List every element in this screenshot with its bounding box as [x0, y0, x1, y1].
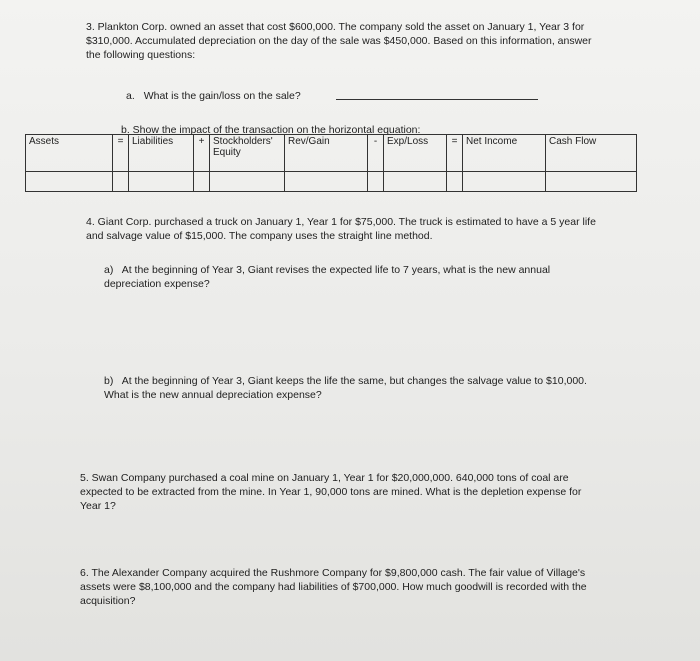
header-plus: +: [194, 135, 210, 172]
header-net-income: Net Income: [463, 135, 546, 172]
cell-exp-loss[interactable]: [384, 172, 447, 192]
equation-header-row: [26, 135, 637, 172]
header-minus: -: [368, 135, 384, 172]
part-a-question: At the beginning of Year 3, Giant revises the expected life to 7 years, what is the new annual depreciation expense?: [104, 264, 551, 290]
header-equals: =: [113, 135, 129, 172]
header-exp-loss: Exp/Loss: [384, 135, 447, 172]
cell-net-income[interactable]: [463, 172, 546, 192]
problem-3-text: 3. Plankton Corp. owned an asset that cost $600,000. The company sold the asset on January 1, Year 3 for $310,000. Accumulated depreciation on the day of the sale was $450,000. Based on this information, answer the following questions:: [86, 21, 592, 61]
part-a-question: What is the gain/loss on the sale?: [143, 90, 301, 102]
part-b-question: At the beginning of Year 3, Giant keeps the life the same, but changes the salvage value to $10,000. What is the new annual depreciation expense?: [104, 375, 587, 401]
part-a-label: a): [104, 264, 114, 276]
cell-cash-flow[interactable]: [546, 172, 637, 192]
problem-6-text: 6. The Alexander Company acquired the Rushmore Company for $9,800,000 cash. The fair value of Village's assets were $8,100,000 and the company had liabilities of $700,000. How much goodwill is recorded with the acquisition?: [80, 567, 587, 607]
part-b-label: b): [104, 375, 114, 387]
header-equals-2: =: [447, 135, 463, 172]
horizontal-equation-table: [25, 134, 637, 192]
problem-3-part-a: [126, 89, 301, 103]
cell-assets[interactable]: [26, 172, 113, 192]
part-a-label: a.: [126, 90, 135, 102]
cell-op: [368, 172, 384, 192]
header-rev-gain: Rev/Gain: [285, 135, 368, 172]
header-stockholders-equity: Stockholders' Equity: [210, 135, 285, 172]
problem-4-part-a: [104, 263, 594, 291]
problem-4-part-b: [104, 374, 594, 402]
problem-5-text: 5. Swan Company purchased a coal mine on January 1, Year 1 for $20,000,000. 640,000 tons of coal are expected to be extracted from the mine. In Year 1, 90,000 tons are mined. What is the depletion expense for Year 1?: [80, 472, 582, 512]
header-cash-flow: Cash Flow: [546, 135, 637, 172]
cell-op: [113, 172, 129, 192]
problem-3-part-b: b. Show the impact of the transaction on the horizontal equation:: [121, 124, 421, 136]
cell-op: [447, 172, 463, 192]
equation-blank-row: [26, 172, 637, 192]
header-assets: Assets: [26, 135, 113, 172]
cell-rev-gain[interactable]: [285, 172, 368, 192]
problem-4-text: 4. Giant Corp. purchased a truck on January 1, Year 1 for $75,000. The truck is estimated to have a 5 year life and salvage value of $15,000. The company uses the straight line method.: [86, 216, 596, 242]
cell-stockholders-equity[interactable]: [210, 172, 285, 192]
header-liabilities: Liabilities: [129, 135, 194, 172]
answer-line: [336, 99, 538, 100]
cell-liabilities[interactable]: [129, 172, 194, 192]
cell-op: [194, 172, 210, 192]
